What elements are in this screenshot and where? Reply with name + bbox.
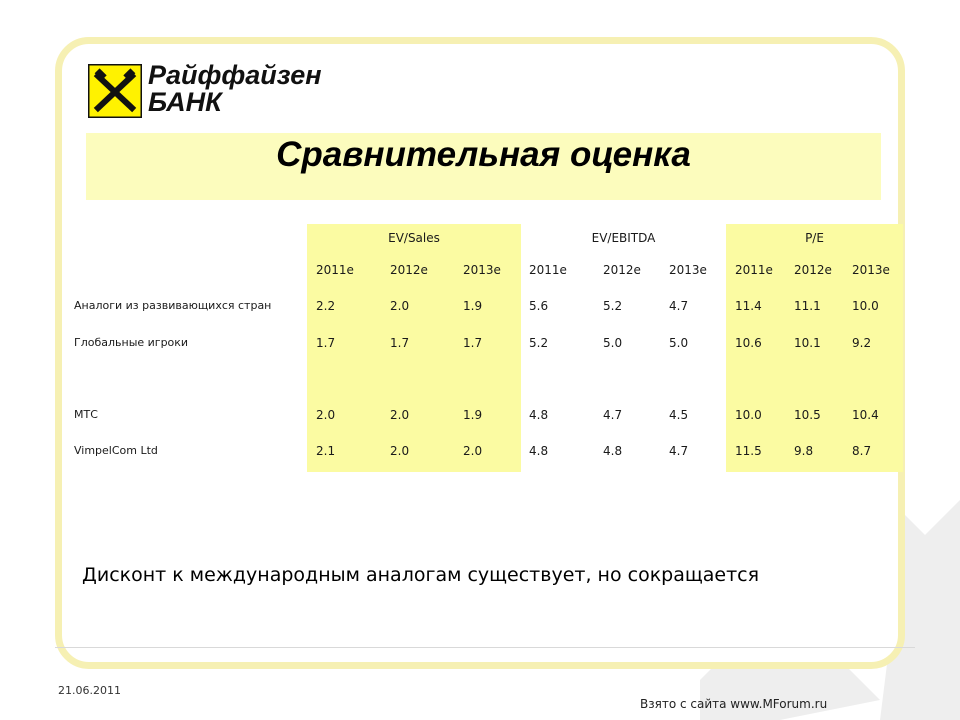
- table-cell: 5.6: [529, 299, 549, 313]
- table-cell: 2.0: [390, 408, 410, 422]
- table-cell: 2.0: [463, 444, 483, 458]
- table-cell: 4.8: [529, 408, 549, 422]
- brand-line1: Райффайзен: [148, 60, 322, 90]
- table-cell: 2.0: [390, 299, 410, 313]
- table-cell: 4.7: [669, 444, 689, 458]
- table-cell: 5.2: [603, 299, 623, 313]
- table-cell: 4.7: [603, 408, 623, 422]
- title-banner: [86, 133, 881, 200]
- table-cell: 1.7: [316, 336, 336, 350]
- table-cell: 9.8: [794, 444, 814, 458]
- table-cell: 1.7: [390, 336, 410, 350]
- ev-sales-highlight: [307, 224, 521, 472]
- table-cell: 10.4: [852, 408, 879, 422]
- table-cell: 5.0: [603, 336, 623, 350]
- year-header: 2013e: [852, 263, 890, 277]
- conclusion-text: Дисконт к международным аналогам существует, но сокращается: [82, 564, 760, 586]
- year-header: 2011e: [316, 263, 354, 277]
- table-cell: 1.9: [463, 299, 483, 313]
- year-header: 2011e: [529, 263, 567, 277]
- table-cell: 4.5: [669, 408, 689, 422]
- table-cell: 10.0: [735, 408, 762, 422]
- table-cell: 9.2: [852, 336, 872, 350]
- row-label: МТС: [74, 408, 98, 421]
- year-header: 2012e: [603, 263, 641, 277]
- footer-divider: [55, 647, 915, 648]
- table-cell: 4.8: [603, 444, 623, 458]
- table-cell: 11.4: [735, 299, 762, 313]
- table-cell: 10.0: [852, 299, 879, 313]
- table-cell: 10.5: [794, 408, 821, 422]
- table-cell: 2.2: [316, 299, 336, 313]
- brand-line2: БАНК: [148, 87, 222, 117]
- raiffeisen-cross-icon: [88, 64, 142, 118]
- row-label: VimpelCom Ltd: [74, 444, 158, 457]
- table-cell: 11.1: [794, 299, 821, 313]
- table-cell: 5.2: [529, 336, 549, 350]
- table-cell: 10.1: [794, 336, 821, 350]
- group-header-ev-ebitda: EV/EBITDA: [591, 231, 656, 245]
- slide-title: Сравнительная оценка: [276, 135, 691, 174]
- table-cell: 2.1: [316, 444, 336, 458]
- table-cell: 1.7: [463, 336, 483, 350]
- brand-wordmark: [148, 62, 322, 116]
- row-label: Аналоги из развивающихся стран: [74, 299, 272, 312]
- year-header: 2012e: [390, 263, 428, 277]
- source-note: Взято с сайта www.MForum.ru: [640, 697, 828, 711]
- year-header: 2012e: [794, 263, 832, 277]
- table-cell: 4.8: [529, 444, 549, 458]
- group-header-pe: P/E: [805, 231, 824, 245]
- table-cell: 8.7: [852, 444, 872, 458]
- row-label: Глобальные игроки: [74, 336, 189, 349]
- year-header: 2013e: [463, 263, 501, 277]
- year-header: 2011e: [735, 263, 773, 277]
- table-cell: 1.9: [463, 408, 483, 422]
- slide-date: 21.06.2011: [58, 684, 121, 697]
- table-cell: 10.6: [735, 336, 762, 350]
- table-cell: 4.7: [669, 299, 689, 313]
- table-cell: 2.0: [390, 444, 410, 458]
- table-cell: 11.5: [735, 444, 762, 458]
- year-header: 2013e: [669, 263, 707, 277]
- table-cell: 2.0: [316, 408, 336, 422]
- group-header-ev-sales: EV/Sales: [388, 231, 440, 245]
- table-cell: 5.0: [669, 336, 689, 350]
